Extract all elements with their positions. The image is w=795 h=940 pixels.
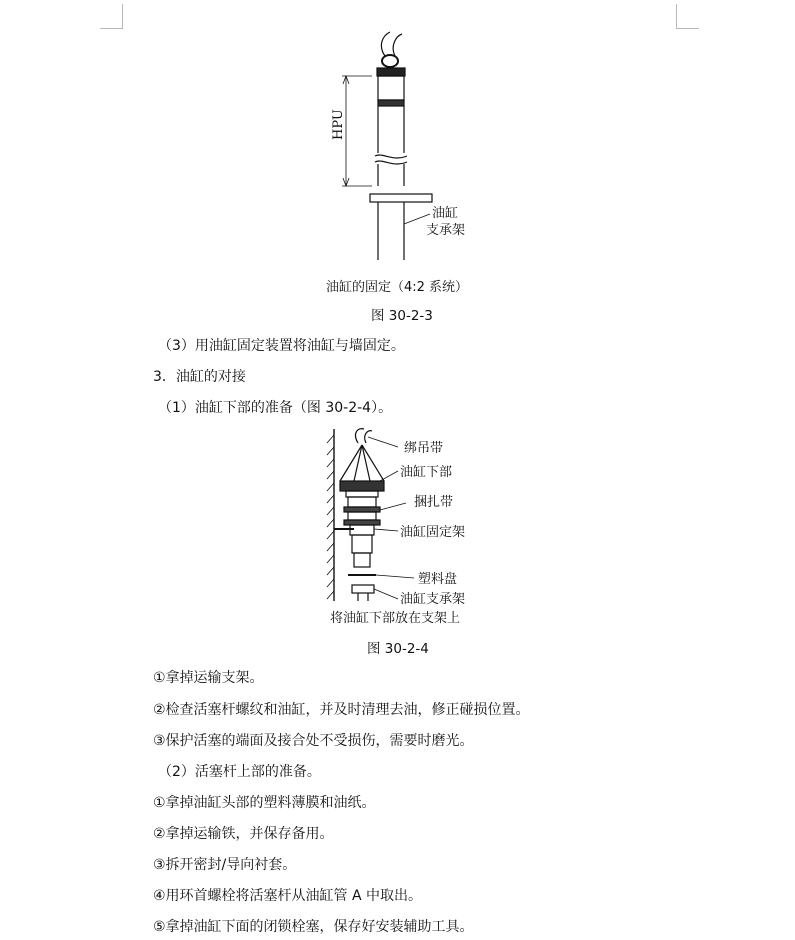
section-heading-cylinder-docking: 3．油缸的对接 [153,369,246,385]
figure2-subcaption: 将油缸下部放在支架上 [330,611,461,626]
figure-30-2-3 [320,28,500,295]
oil-cylinder-label: 油缸 [432,206,459,221]
sling-label: 绑吊带 [404,441,444,456]
step-remove-lock-plug: ⑤拿掉油缸下面的闭锁栓塞，保存好安装辅助工具。 [153,919,474,935]
step-remove-transport-support: ①拿掉运输支架。 [153,670,264,686]
figure1-subcaption: 油缸的固定（4:2 系统） [326,280,469,295]
step-check-piston-rod: ②检查活塞杆螺纹和油缸，并及时清理去油，修正碰损位置。 [153,702,530,718]
cylinder-lower-label: 油缸下部 [400,465,453,480]
plastic-disc-label: 塑料盘 [418,572,458,587]
hpu-dimension-label: HPU [331,109,346,140]
page-corner-mark-right [676,4,699,29]
cylinder-lower-drawing [318,425,498,635]
figure1-caption: 图 30-2-3 [371,308,433,324]
page-corner-mark-left [100,4,123,29]
step-remove-plastic-film: ①拿掉油缸头部的塑料薄膜和油纸。 [153,795,376,811]
step-remove-transport-iron: ②拿掉运输铁，并保存备用。 [153,826,334,842]
paragraph-lower-preparation: （1）油缸下部的准备（图 30-2-4）。 [158,400,393,416]
step-protect-piston-end: ③保护活塞的端面及接合处不受损伤，需要时磨光。 [153,733,474,749]
paragraph-upper-preparation: （2）活塞杆上部的准备。 [158,764,321,780]
cylinder-support-label: 油缸支承架 [400,592,466,607]
figure2-caption: 图 30-2-4 [367,641,429,657]
step-remove-piston-rod: ④用环首螺栓将活塞杆从油缸管 A 中取出。 [153,888,423,904]
step-open-seal-bushing: ③拆开密封/导向衬套。 [153,857,297,873]
fixing-frame-label: 油缸固定架 [400,525,466,540]
figure-30-2-4 [318,425,498,635]
strapping-band-label: 捆扎带 [414,495,454,510]
cylinder-fixing-drawing [320,28,500,295]
support-frame-label: 支承架 [426,223,466,238]
paragraph-fix-cylinder: （3）用油缸固定装置将油缸与墙固定。 [158,338,405,354]
